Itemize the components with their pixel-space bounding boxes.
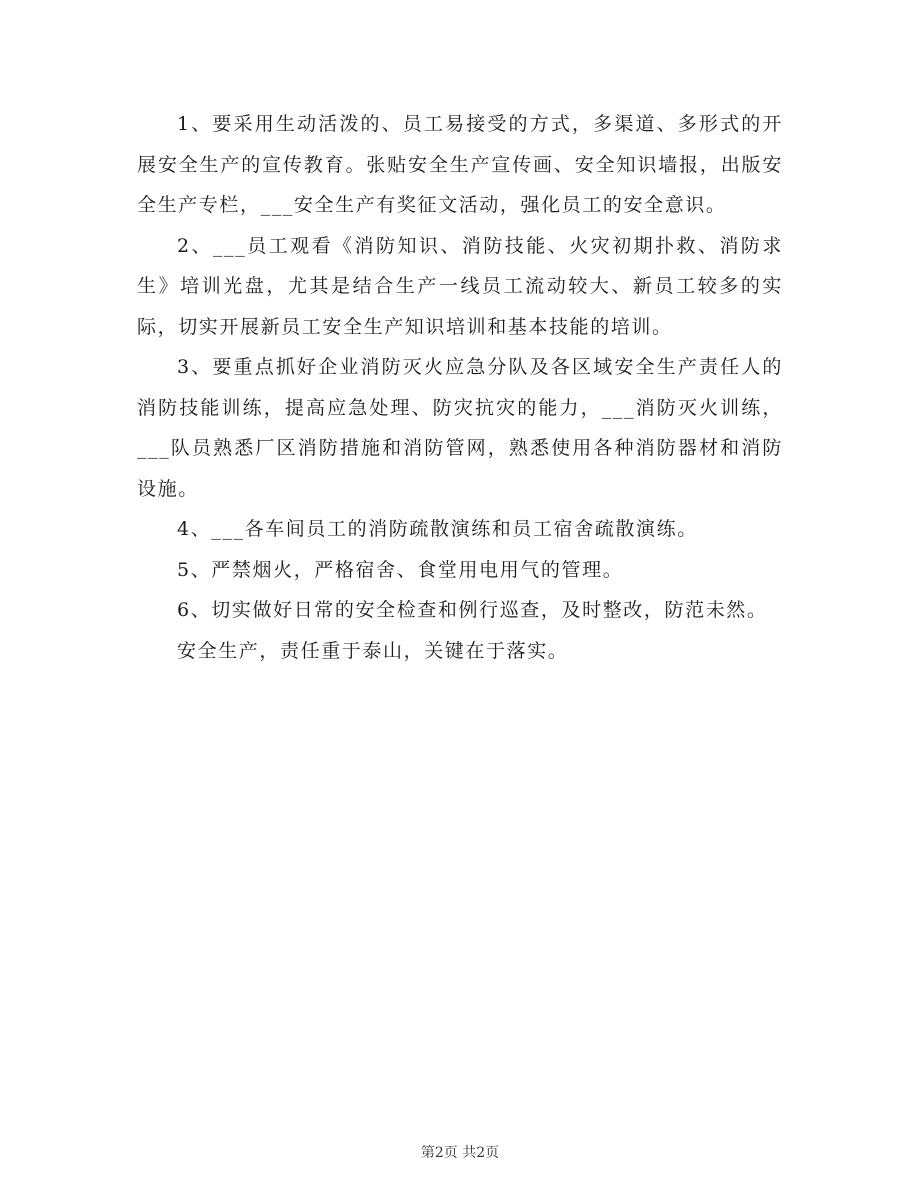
paragraph-7: 安全生产，责任重于泰山，关键在于落实。 xyxy=(177,639,569,662)
paragraph-6: 6、切实做好日常的安全检查和例行巡查，及时整改，防范未然。 xyxy=(177,599,768,621)
paragraph-5: 5、严禁烟火，严格宿舍、食堂用电用气的管理。 xyxy=(177,558,624,581)
page-number-footer: 第2页 共2页 xyxy=(420,1145,500,1161)
paragraph-4: 4、___各车间员工的消防疏散演练和员工宿舍疏散演练。 xyxy=(177,518,698,540)
paragraph-2: 2、___员工观看《消防知识、消防技能、火灾初期扑救、消防求生》培训光盘，尤其是结合生产一线员工流动较大、新员工较多的实际，切实开展新员工安全生产知识培训和基本技能的培训。 xyxy=(137,234,783,338)
document-body xyxy=(137,104,783,671)
paragraph-1: 1、要采用生动活泼的、员工易接受的方式，多渠道、多形式的开展安全生产的宣传教育。张贴安全生产宣传画、安全知识墙报，出版安全生产专栏，___安全生产有奖征文活动，强化员工的安全意识。 xyxy=(137,113,783,216)
paragraph-3: 3、要重点抓好企业消防灭火应急分队及各区域安全生产责任人的消防技能训练，提高应急处理、防灾抗灾的能力，___消防灭火训练，___队员熟悉厂区消防措施和消防管网，熟悉使用各种消防器材和消防设施。 xyxy=(137,356,783,500)
